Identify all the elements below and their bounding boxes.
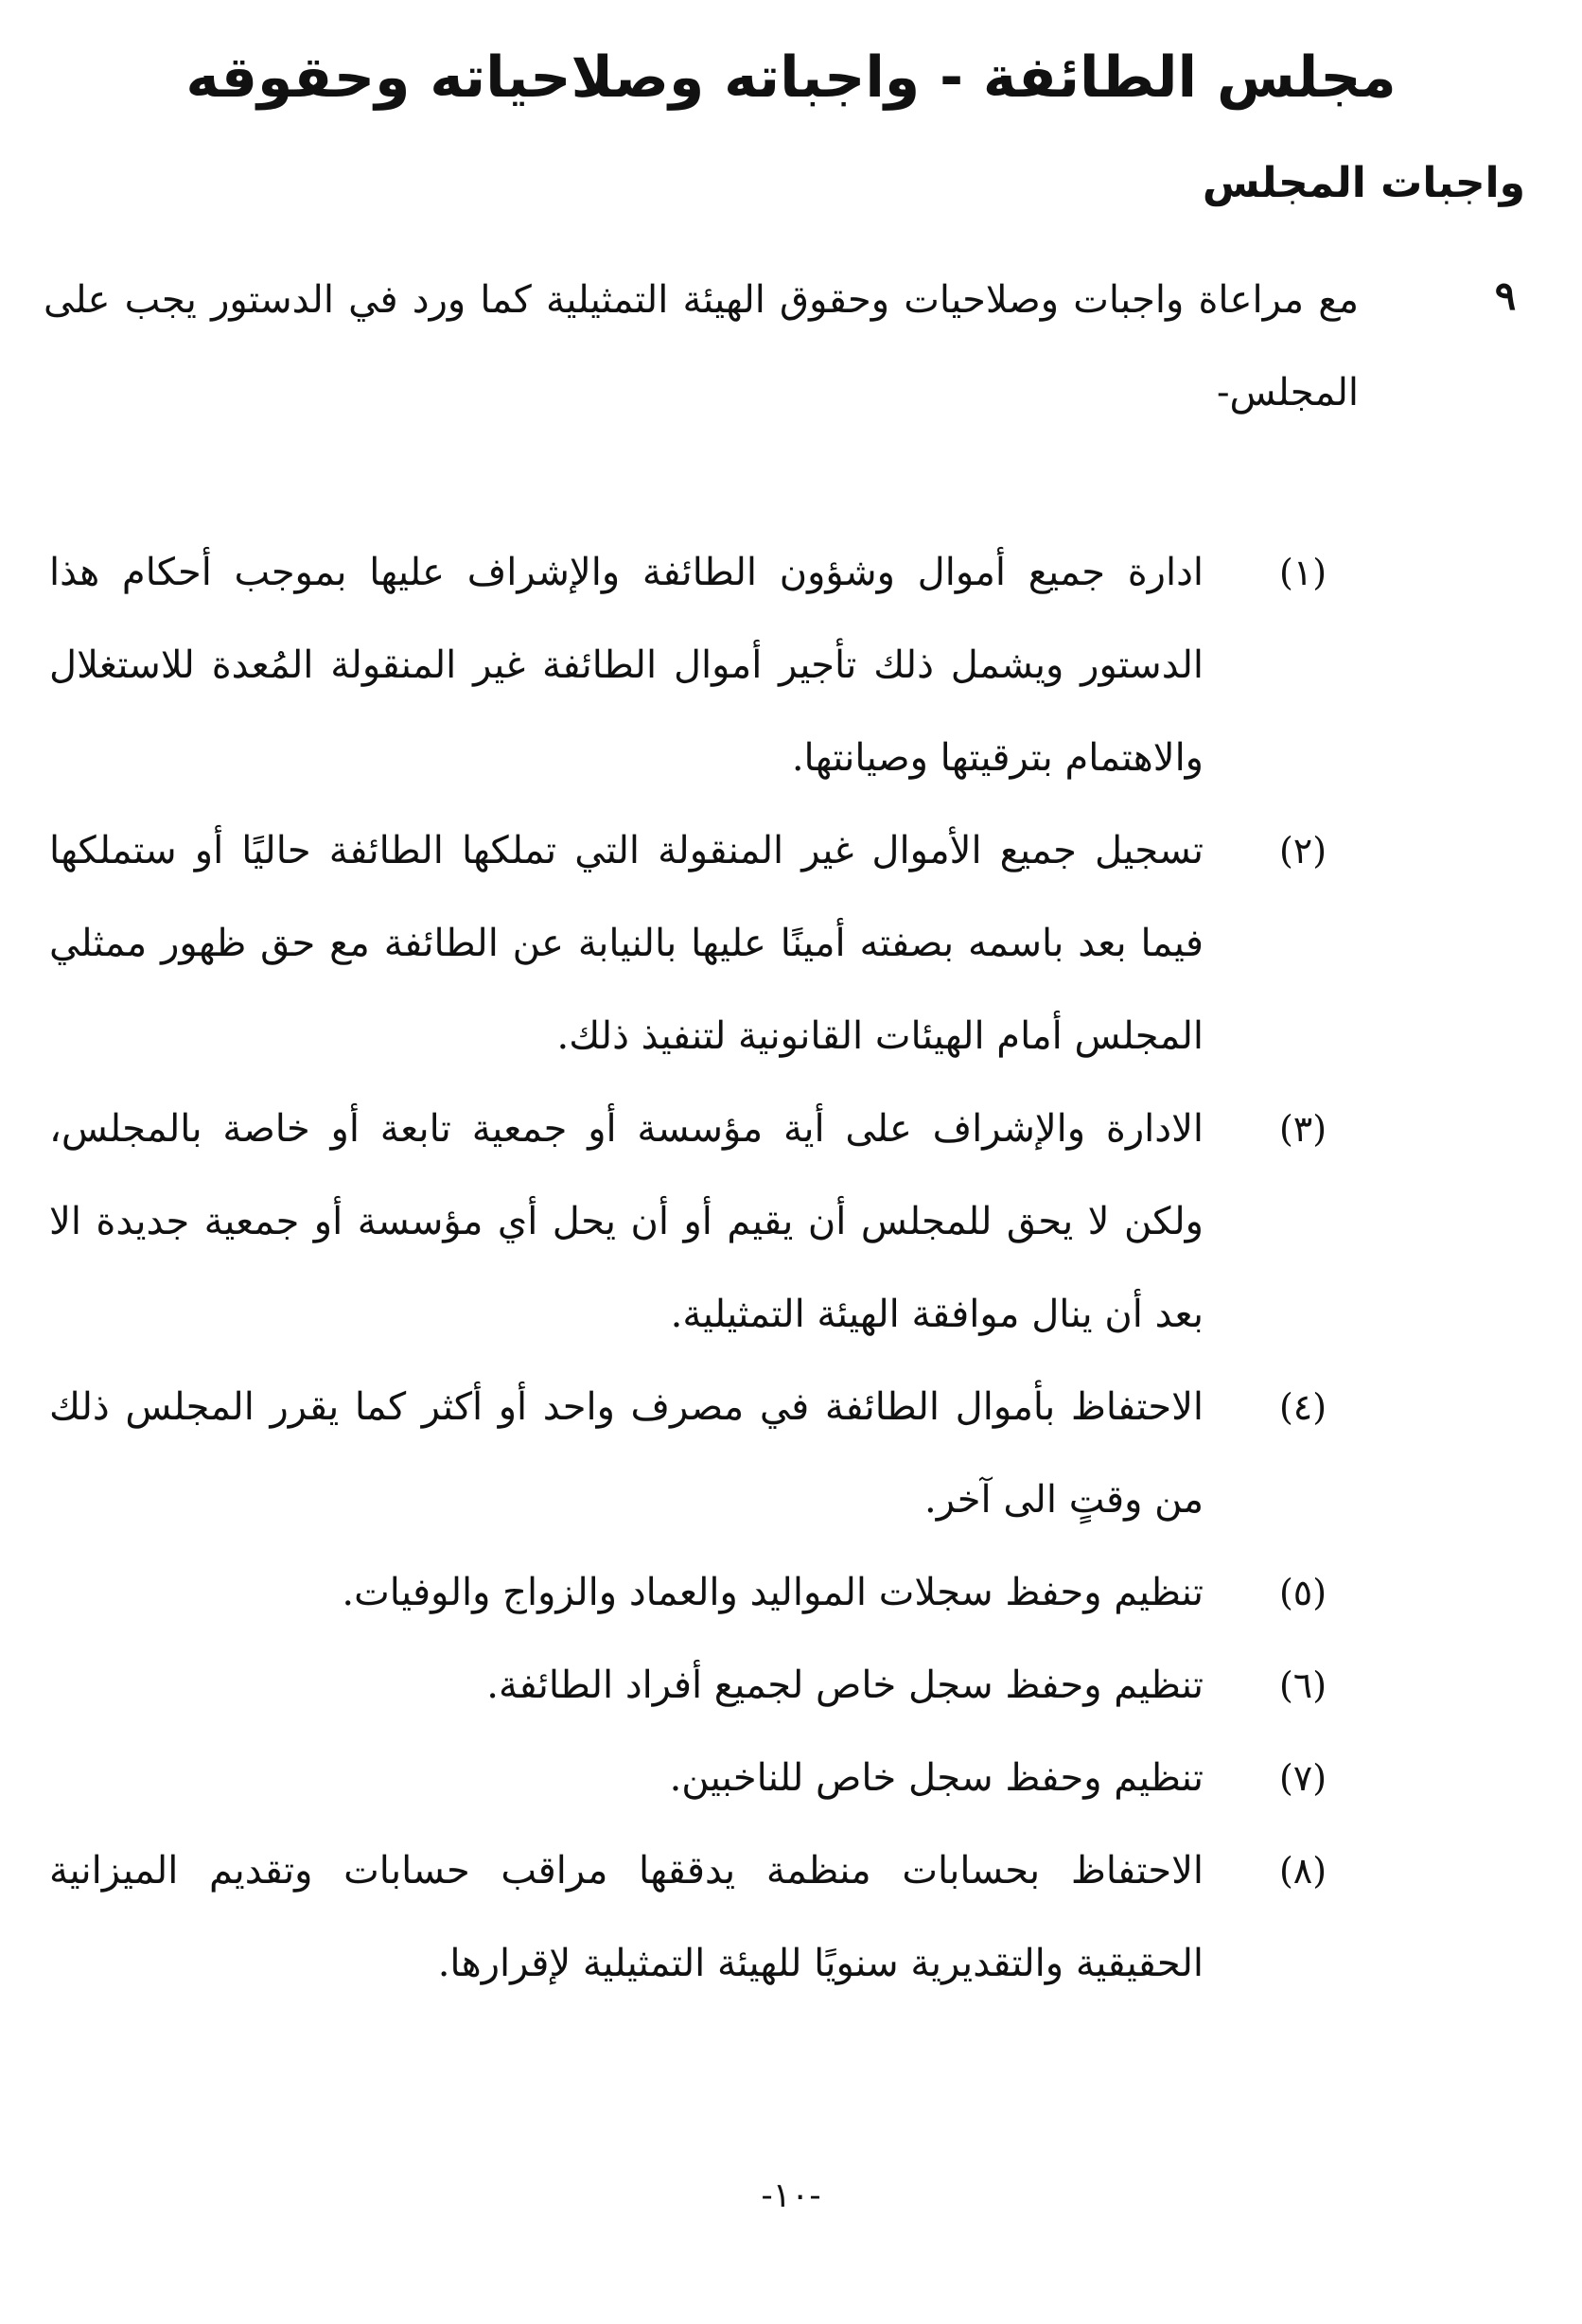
article-intro: مع مراعاة واجبات وصلاحيات وحقوق الهيئة التمثيلية كما ورد في الدستور يجب على المجلس- — [44, 278, 1359, 414]
clause-text: تسجيل جميع الأموال غير المنقولة التي تملكها الطائفة حاليًا أو ستملكها فيما بعد باسمه بصفته أمينًا عليها بالنيابة عن الطائفة مع حق ظهور ممثلي المجلس أمام الهيئات القانونية لتنفيذ ذلك. — [49, 829, 1204, 1058]
clause-text: تنظيم وحفظ سجل خاص لجميع أفراد الطائفة. — [486, 1664, 1204, 1707]
clause-text: ادارة جميع أموال وشؤون الطائفة والإشراف عليها بموجب أحكام هذا الدستور ويشمل ذلك تأجير أموال الطائفة غير المنقولة المُعدة للاستغلال والاهتمام بترقيتها وصيانتها. — [49, 551, 1204, 780]
list-item — [0, 1361, 1582, 1546]
page-title: مجلس الطائفة - واجباته وصلاحياته وحقوقه — [185, 44, 1397, 111]
clause-text: الاحتفاظ بحسابات منظمة يدققها مراقب حسابات وتقديم الميزانية الحقيقية والتقديرية سنويًا للهيئة التمثيلية لإقرارها. — [49, 1849, 1204, 1985]
clause-number: (١) — [1278, 552, 1327, 593]
clause-text: تنظيم وحفظ سجل خاص للناخبين. — [669, 1756, 1204, 1800]
list-item — [0, 1639, 1582, 1732]
clause-text: الاحتفاظ بأموال الطائفة في مصرف واحد أو أكثر كما يقرر المجلس ذلك من وقتٍ الى آخر. — [49, 1385, 1204, 1522]
clause-number: (٦) — [1278, 1664, 1327, 1706]
clause-number: (٥) — [1278, 1572, 1327, 1613]
clause-list — [0, 526, 1582, 2010]
clause-number: (٧) — [1278, 1757, 1327, 1799]
list-item — [0, 804, 1582, 1083]
clause-number: (٤) — [1278, 1386, 1327, 1428]
list-item — [0, 526, 1582, 804]
clause-number: (٨) — [1278, 1850, 1327, 1892]
list-item — [0, 1546, 1582, 1639]
article-number: ٩ — [1494, 273, 1517, 319]
list-item — [0, 1083, 1582, 1361]
clause-text: تنظيم وحفظ سجلات المواليد والعماد والزواج والوفيات. — [342, 1571, 1204, 1614]
section-heading: واجبات المجلس — [1202, 159, 1525, 207]
clause-number: (٢) — [1278, 830, 1327, 872]
list-item — [0, 1732, 1582, 1824]
clause-text: الادارة والإشراف على أية مؤسسة أو جمعية تابعة أو خاصة بالمجلس، ولكن لا يحق للمجلس أن يقيم أو أن يحل أي مؤسسة أو جمعية جديدة الا بعد أن ينال موافقة الهيئة التمثيلية. — [49, 1107, 1204, 1336]
list-item — [0, 1824, 1582, 2010]
page-number: -١٠- — [761, 2176, 821, 2215]
clause-number: (٣) — [1278, 1108, 1327, 1150]
